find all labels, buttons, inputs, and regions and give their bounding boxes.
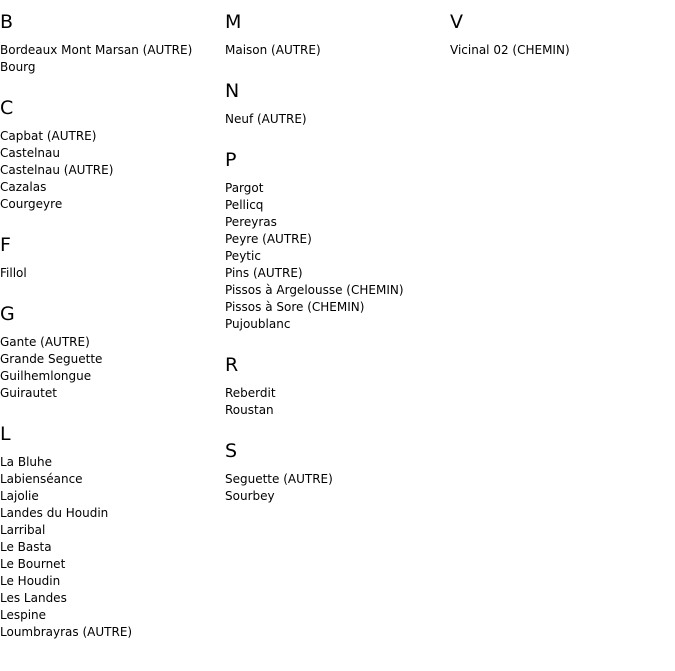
entry-item[interactable]: Vicinal 02 (CHEMIN) [450, 43, 570, 57]
letter-heading: N [225, 80, 240, 102]
entry-item[interactable]: Pissos à Argelousse (CHEMIN) [225, 283, 404, 297]
entry-list [0, 128, 220, 213]
index-column-1 [0, 11, 220, 641]
entry-item[interactable]: Larribal [0, 523, 46, 537]
entry-item[interactable]: Pereyras [225, 215, 277, 229]
entry-item[interactable]: Seguette (AUTRE) [225, 472, 333, 486]
entry-item[interactable]: Le Basta [0, 540, 52, 554]
letter-heading: M [225, 11, 242, 33]
entry-item[interactable]: Reberdit [225, 386, 276, 400]
entry-list [0, 265, 220, 282]
entry-item[interactable]: Le Bournet [0, 557, 66, 571]
letter-heading: V [450, 11, 463, 33]
entry-item[interactable]: Fillol [0, 266, 27, 280]
entry-item[interactable]: Loumbrayras (AUTRE) [0, 625, 133, 639]
entry-item[interactable]: Cazalas [0, 180, 47, 194]
entry-item[interactable]: Neuf (AUTRE) [225, 112, 307, 126]
letter-heading: B [0, 11, 14, 33]
entry-item[interactable]: Pujoublanc [225, 317, 291, 331]
index-column-3 [450, 11, 670, 59]
entry-item[interactable]: Gante (AUTRE) [0, 335, 90, 349]
entry-list [0, 454, 220, 641]
entry-list [225, 42, 445, 59]
letter-group-l [0, 423, 220, 641]
entry-item[interactable]: Castelnau (AUTRE) [0, 163, 114, 177]
entry-item[interactable]: Grande Seguette [0, 352, 103, 366]
letter-group-v [450, 11, 670, 59]
letter-heading: F [0, 234, 11, 256]
entry-item[interactable]: Pellicq [225, 198, 264, 212]
entry-list [225, 111, 445, 128]
entry-list [0, 334, 220, 402]
entry-item[interactable]: Courgeyre [0, 197, 63, 211]
letter-group-c [0, 97, 220, 213]
entry-item[interactable]: La Bluhe [0, 455, 53, 469]
entry-list [0, 42, 220, 76]
entry-list [225, 471, 445, 505]
letter-group-g [0, 303, 220, 402]
letter-heading: P [225, 149, 237, 171]
entry-item[interactable]: Lajolie [0, 489, 39, 503]
entry-item[interactable]: Pins (AUTRE) [225, 266, 303, 280]
entry-item[interactable]: Les Landes [0, 591, 67, 605]
letter-group-s [225, 440, 445, 505]
letter-heading: L [0, 423, 11, 445]
entry-item[interactable]: Sourbey [225, 489, 275, 503]
entry-item[interactable]: Roustan [225, 403, 274, 417]
entry-item[interactable]: Landes du Houdin [0, 506, 109, 520]
entry-item[interactable]: Labienséance [0, 472, 83, 486]
entry-item[interactable]: Peytic [225, 249, 261, 263]
entry-list [450, 42, 670, 59]
entry-list [225, 385, 445, 419]
entry-item[interactable]: Bordeaux Mont Marsan (AUTRE) [0, 43, 193, 57]
entry-item[interactable]: Lespine [0, 608, 47, 622]
letter-heading: R [225, 354, 239, 376]
entry-item[interactable]: Capbat (AUTRE) [0, 129, 97, 143]
letter-heading: C [0, 97, 14, 119]
entry-item[interactable]: Bourg [0, 60, 36, 74]
letter-heading: S [225, 440, 238, 462]
letter-group-f [0, 234, 220, 282]
entry-item[interactable]: Peyre (AUTRE) [225, 232, 312, 246]
entry-list [225, 180, 445, 333]
letter-group-n [225, 80, 445, 128]
letter-group-m [225, 11, 445, 59]
entry-item[interactable]: Pissos à Sore (CHEMIN) [225, 300, 365, 314]
entry-item[interactable]: Guilhemlongue [0, 369, 92, 383]
entry-item[interactable]: Maison (AUTRE) [225, 43, 321, 57]
entry-item[interactable]: Pargot [225, 181, 264, 195]
letter-group-p [225, 149, 445, 333]
entry-item[interactable]: Le Houdin [0, 574, 61, 588]
letter-heading: G [0, 303, 15, 325]
letter-group-r [225, 354, 445, 419]
entry-item[interactable]: Castelnau [0, 146, 60, 160]
index-column-2 [225, 11, 445, 505]
letter-group-b [0, 11, 220, 76]
entry-item[interactable]: Guirautet [0, 386, 57, 400]
